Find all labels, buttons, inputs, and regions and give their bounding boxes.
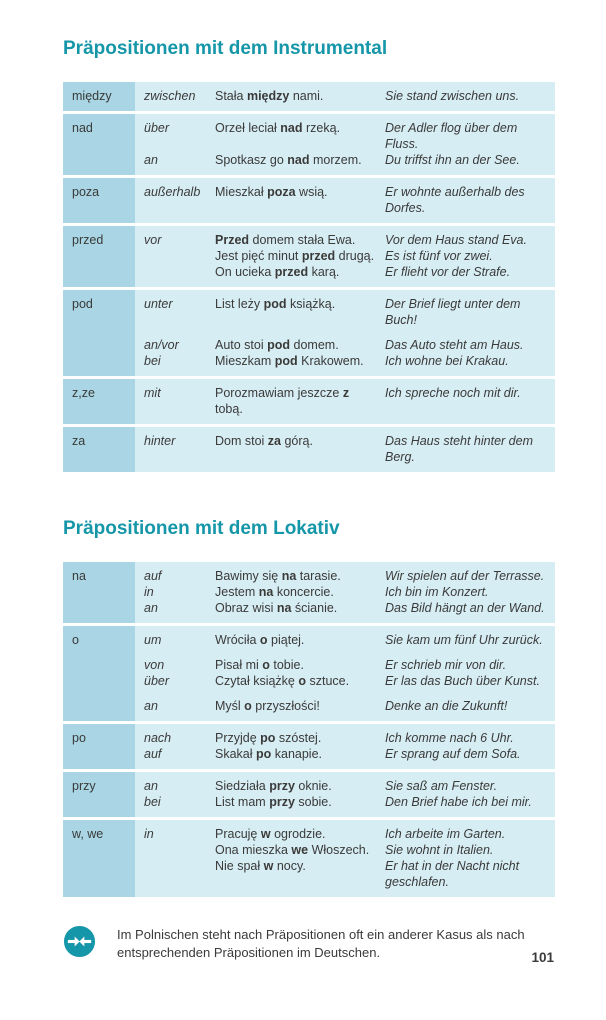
page-title: Präpositionen mit dem Instrumental bbox=[63, 38, 388, 59]
example-line bbox=[135, 632, 555, 648]
german-preposition: über bbox=[144, 121, 170, 135]
polish-example: Czytał książkę o sztuce. bbox=[215, 674, 350, 688]
table-row bbox=[63, 772, 555, 817]
example-line bbox=[135, 858, 555, 890]
german-preposition: hinter bbox=[144, 434, 176, 448]
german-translation: Er flieht vor der Strafe. bbox=[385, 265, 511, 279]
polish-example: Skakał po kanapie. bbox=[215, 747, 323, 761]
table-row bbox=[63, 427, 555, 472]
polish-example: Obraz wisi na ścianie. bbox=[215, 601, 338, 615]
polish-example: Ona mieszka we Włoszech. bbox=[215, 843, 370, 857]
polish-example: Siedziała przy oknie. bbox=[215, 779, 332, 793]
german-translation: Ich wohne bei Krakau. bbox=[385, 354, 509, 368]
polish-example: Pracuję w ogrodzie. bbox=[215, 827, 326, 841]
meaning-group bbox=[135, 232, 555, 280]
example-line bbox=[135, 353, 555, 369]
table-row bbox=[63, 379, 555, 424]
polish-preposition: poza bbox=[63, 178, 135, 223]
example-line bbox=[135, 88, 555, 104]
example-line bbox=[135, 264, 555, 280]
row-body bbox=[135, 379, 555, 424]
table-row bbox=[63, 82, 555, 111]
table-row bbox=[63, 114, 555, 175]
german-translation: Ich bin im Konzert. bbox=[385, 585, 489, 599]
german-translation: Sie wohnt in Italien. bbox=[385, 843, 494, 857]
example-line bbox=[135, 232, 555, 248]
german-translation: Der Adler flog über dem Fluss. bbox=[385, 121, 518, 151]
example-line bbox=[135, 248, 555, 264]
german-translation: Den Brief habe ich bei mir. bbox=[385, 795, 532, 809]
polish-preposition: nad bbox=[63, 114, 135, 175]
example-line bbox=[135, 296, 555, 328]
meaning-group bbox=[135, 657, 555, 689]
polish-preposition: przy bbox=[63, 772, 135, 817]
german-translation: Ich komme nach 6 Uhr. bbox=[385, 731, 514, 745]
example-line bbox=[135, 152, 555, 168]
table-row bbox=[63, 178, 555, 223]
meaning-group bbox=[135, 698, 555, 714]
polish-example: Pisał mi o tobie. bbox=[215, 658, 304, 672]
table-row bbox=[63, 626, 555, 721]
example-line bbox=[135, 842, 555, 858]
german-translation: Ich arbeite im Garten. bbox=[385, 827, 506, 841]
german-translation: Sie saß am Fenster. bbox=[385, 779, 498, 793]
german-preposition: außerhalb bbox=[144, 185, 201, 199]
polish-example: Mieszkam pod Krakowem. bbox=[215, 354, 364, 368]
polish-example: Spotkasz go nad morzem. bbox=[215, 153, 362, 167]
german-preposition bbox=[135, 248, 215, 264]
polish-preposition: na bbox=[63, 562, 135, 623]
meaning-group bbox=[135, 778, 555, 810]
german-translation: Er hat in der Nacht nicht geschlafen. bbox=[385, 859, 520, 889]
german-preposition: in bbox=[144, 585, 154, 599]
prepositions-table-instrumental bbox=[63, 82, 555, 472]
polish-preposition: o bbox=[63, 626, 135, 721]
german-preposition: nach bbox=[144, 731, 172, 745]
german-translation: Das Bild hängt an der Wand. bbox=[385, 601, 545, 615]
meaning-group bbox=[135, 296, 555, 328]
german-preposition: bei bbox=[144, 354, 161, 368]
example-line bbox=[135, 826, 555, 842]
german-preposition: an bbox=[144, 779, 158, 793]
german-preposition: bei bbox=[144, 795, 161, 809]
polish-example: On ucieka przed karą. bbox=[215, 265, 340, 279]
row-body bbox=[135, 82, 555, 111]
example-line bbox=[135, 568, 555, 584]
example-line bbox=[135, 120, 555, 152]
german-translation: Er sprang auf dem Sofa. bbox=[385, 747, 521, 761]
note bbox=[63, 925, 555, 962]
example-line bbox=[135, 778, 555, 794]
section-lokativ bbox=[63, 518, 555, 897]
german-preposition: in bbox=[144, 827, 154, 841]
polish-example: Przyjdę po szóstej. bbox=[215, 731, 322, 745]
meaning-group bbox=[135, 433, 555, 465]
polish-example: Jestem na koncercie. bbox=[215, 585, 334, 599]
german-translation: Du triffst ihn an der See. bbox=[385, 153, 520, 167]
example-line bbox=[135, 794, 555, 810]
row-body bbox=[135, 427, 555, 472]
arrows-merge-icon bbox=[63, 925, 96, 958]
meaning-group bbox=[135, 337, 555, 369]
table-row bbox=[63, 724, 555, 769]
polish-example: List leży pod książką. bbox=[215, 297, 336, 311]
table-row bbox=[63, 226, 555, 287]
meaning-group bbox=[135, 385, 555, 417]
row-body bbox=[135, 626, 555, 721]
german-preposition: von bbox=[144, 658, 165, 672]
meaning-group bbox=[135, 730, 555, 762]
german-translation: Der Brief liegt unter dem Buch! bbox=[385, 297, 521, 327]
german-translation: Sie stand zwischen uns. bbox=[385, 89, 520, 103]
example-line bbox=[135, 584, 555, 600]
meaning-group bbox=[135, 826, 555, 890]
german-preposition: um bbox=[144, 633, 162, 647]
example-line bbox=[135, 746, 555, 762]
german-preposition: vor bbox=[144, 233, 162, 247]
row-body bbox=[135, 724, 555, 769]
polish-preposition: po bbox=[63, 724, 135, 769]
page-number: 101 bbox=[531, 950, 554, 965]
polish-preposition: z,ze bbox=[63, 379, 135, 424]
german-translation: Das Haus steht hinter dem Berg. bbox=[385, 434, 533, 464]
polish-example: Bawimy się na tarasie. bbox=[215, 569, 341, 583]
german-translation: Sie kam um fünf Uhr zurück. bbox=[385, 633, 543, 647]
meaning-group bbox=[135, 632, 555, 648]
example-line bbox=[135, 698, 555, 714]
german-translation: Er wohnte außerhalb des Dorfes. bbox=[385, 185, 525, 215]
german-preposition bbox=[135, 264, 215, 280]
table-row bbox=[63, 290, 555, 376]
row-body bbox=[135, 178, 555, 223]
row-body bbox=[135, 226, 555, 287]
polish-example: Wróciła o piątej. bbox=[215, 633, 305, 647]
meaning-group bbox=[135, 568, 555, 616]
example-line bbox=[135, 600, 555, 616]
polish-example: Przed domem stała Ewa. bbox=[215, 233, 356, 247]
example-line bbox=[135, 184, 555, 216]
polish-example: Nie spał w nocy. bbox=[215, 859, 306, 873]
polish-preposition: pod bbox=[63, 290, 135, 376]
german-translation: Das Auto steht am Haus. bbox=[385, 338, 524, 352]
german-preposition: zwischen bbox=[144, 89, 196, 103]
polish-example: Porozmawiam jeszcze z tobą. bbox=[215, 386, 350, 416]
german-translation: Vor dem Haus stand Eva. bbox=[385, 233, 527, 247]
table-row bbox=[63, 562, 555, 623]
note-text: Im Polnischen steht nach Präpositionen oft ein anderer Kasus als nach entsprechenden Präpositionen im Deutschen. bbox=[117, 927, 525, 960]
example-line bbox=[135, 385, 555, 417]
meaning-group bbox=[135, 184, 555, 216]
polish-preposition: przed bbox=[63, 226, 135, 287]
german-translation: Er schrieb mir von dir. bbox=[385, 658, 507, 672]
prepositions-table-lokativ bbox=[63, 562, 555, 897]
polish-preposition: za bbox=[63, 427, 135, 472]
german-preposition: auf bbox=[144, 747, 162, 761]
german-preposition bbox=[135, 858, 215, 890]
page-title: Präpositionen mit dem Lokativ bbox=[63, 518, 340, 539]
german-preposition: auf bbox=[144, 569, 162, 583]
example-line bbox=[135, 657, 555, 673]
german-translation: Denke an die Zukunft! bbox=[385, 699, 508, 713]
german-preposition: mit bbox=[144, 386, 161, 400]
polish-example: Mieszkał poza wsią. bbox=[215, 185, 328, 199]
polish-preposition: między bbox=[63, 82, 135, 111]
german-preposition: an bbox=[144, 601, 158, 615]
german-translation: Wir spielen auf der Terrasse. bbox=[385, 569, 545, 583]
german-translation: Er las das Buch über Kunst. bbox=[385, 674, 540, 688]
german-preposition: an bbox=[144, 699, 158, 713]
polish-example: Auto stoi pod domem. bbox=[215, 338, 339, 352]
example-line bbox=[135, 433, 555, 465]
german-preposition: über bbox=[144, 674, 170, 688]
polish-preposition: w, we bbox=[63, 820, 135, 897]
section-instrumental bbox=[63, 38, 555, 472]
german-translation: Es ist fünf vor zwei. bbox=[385, 249, 493, 263]
row-body bbox=[135, 562, 555, 623]
polish-example: Jest pięć minut przed drugą. bbox=[215, 249, 375, 263]
german-preposition bbox=[135, 842, 215, 858]
german-translation: Ich spreche noch mit dir. bbox=[385, 386, 521, 400]
row-body bbox=[135, 290, 555, 376]
polish-example: List mam przy sobie. bbox=[215, 795, 332, 809]
polish-example: Orzeł leciał nad rzeką. bbox=[215, 121, 341, 135]
example-line bbox=[135, 673, 555, 689]
table-row bbox=[63, 820, 555, 897]
row-body bbox=[135, 820, 555, 897]
row-body bbox=[135, 114, 555, 175]
meaning-group bbox=[135, 120, 555, 168]
meaning-group bbox=[135, 88, 555, 104]
polish-example: Dom stoi za górą. bbox=[215, 434, 313, 448]
german-preposition: unter bbox=[144, 297, 173, 311]
german-preposition: an/vor bbox=[144, 338, 179, 352]
polish-example: Myśl o przyszłości! bbox=[215, 699, 320, 713]
example-line bbox=[135, 337, 555, 353]
example-line bbox=[135, 730, 555, 746]
polish-example: Stała między nami. bbox=[215, 89, 324, 103]
row-body bbox=[135, 772, 555, 817]
german-preposition: an bbox=[144, 153, 158, 167]
